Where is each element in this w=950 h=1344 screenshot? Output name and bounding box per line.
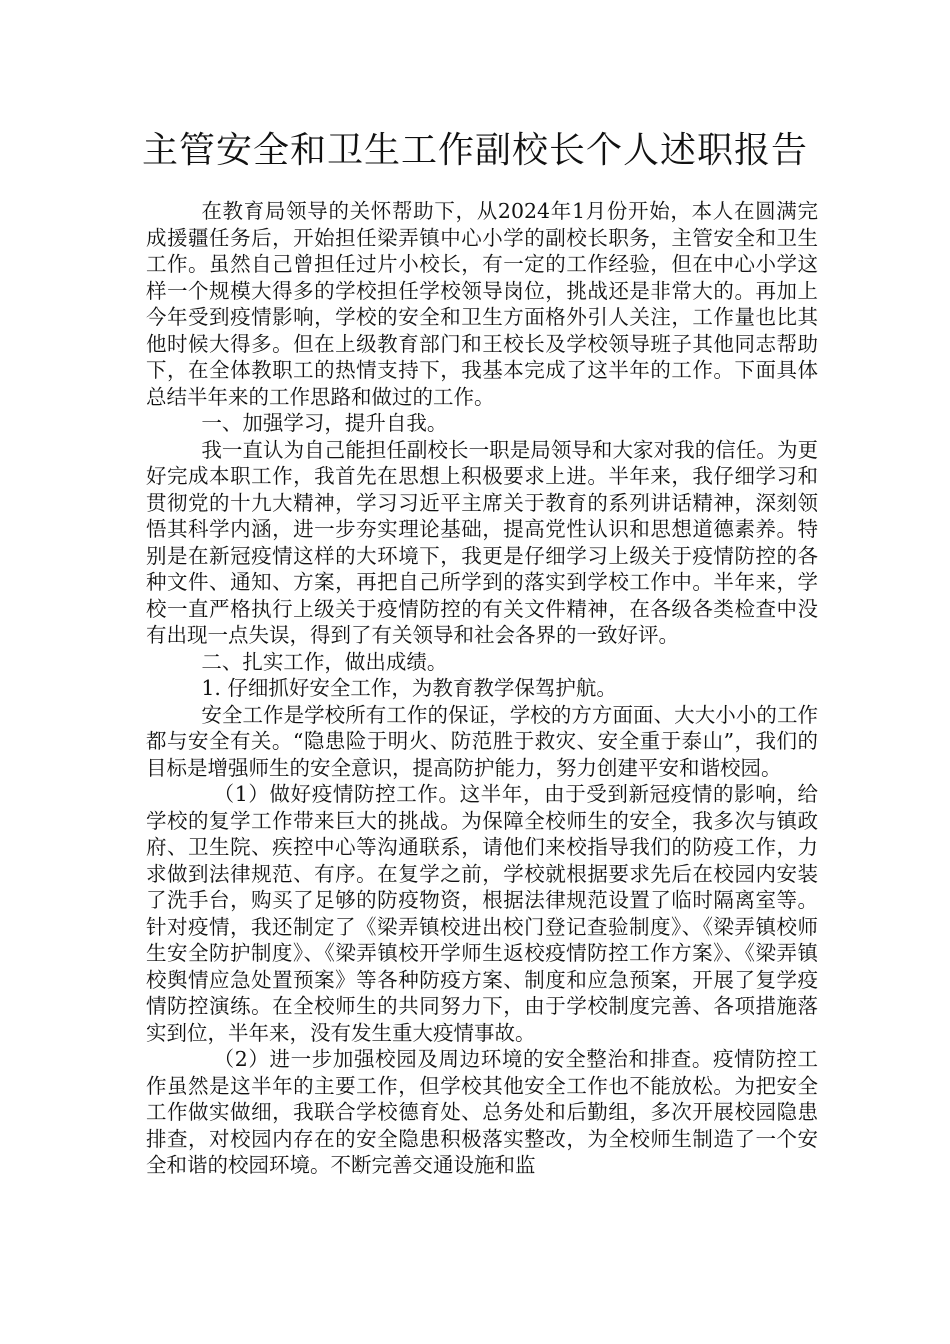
paragraph-campus-check: （2）进一步加强校园及周边环境的安全整治和排查。疫情防控工作虽然是这半年的主要工作，但学校其他安全工作也不能放松。为把安全工作做实做细，我联合学校德育处、总务处和后勤组，多次开展校园隐患排查，对校园内存在的安全隐患积极落实整改，为全校师生制造了一个安全和谐的校园环境。不断完善交通设施和监 xyxy=(146,1047,818,1177)
paragraph-safety: 安全工作是学校所有工作的保证，学校的方方面面、大大小小的工作都与安全有关。“隐患险于明火、防范胜于救灾、安全重于泰山”，我们的目标是增强师生的安全意识，提高防护能力，努力创建平安和谐校园。 xyxy=(146,702,818,780)
section-heading-2: 二、扎实工作，做出成绩。 xyxy=(201,649,448,674)
paragraph-intro: 在教育局领导的关怀帮助下，从2024年1月份开始，本人在圆满完成援疆任务后，开始担任梁弄镇中心小学的副校长职务，主管安全和卫生工作。虽然自己曾担任过片小校长，有一定的工作经验，但在中心小学这样一个规模大得多的学校担任学校领导岗位，挑战还是非常大的。再加上今年受到疫情影响，学校的安全和卫生方面格外引人关注，工作量也比其他时候大得多。但在上级教育部门和王校长及学校领导班子其他同志帮助下，在全体教职工的热情支持下，我基本完成了这半年的工作。下面具体总结半年来的工作思路和做过的工作。 xyxy=(146,199,818,409)
subsection-heading-1: 1. 仔细抓好安全工作，为教育教学保驾护航。 xyxy=(201,676,617,700)
document-body xyxy=(146,198,818,1179)
paragraph-study: 我一直认为自己能担任副校长一职是局领导和大家对我的信任。为更好完成本职工作，我首先在思想上积极要求上进。半年来，我仔细学习和贯彻党的十九大精神，学习习近平主席关于教育的系列讲话精神，深刻领悟其科学内涵，进一步夯实理论基础，提高党性认识和思想道德素养。特别是在新冠疫情这样的大环境下，我更是仔细学习上级关于疫情防控的各种文件、通知、方案，再把自己所学到的落实到学校工作中。半年来，学校一直严格执行上级关于疫情防控的有关文件精神，在各级各类检查中没有出现一点失误，得到了有关领导和社会各界的一致好评。 xyxy=(146,437,818,647)
section-heading-1: 一、加强学习，提升自我。 xyxy=(201,411,448,435)
paragraph-epidemic: （1）做好疫情防控工作。这半年，由于受到新冠疫情的影响，给学校的复学工作带来巨大的挑战。为保障全校师生的安全，我多次与镇政府、卫生院、疾控中心等沟通联系，请他们来校指导我们的防疫工作，力求做到法律规范、有序。在复学之前，学校就根据要求先后在校园内安装了洗手台，购买了足够的防疫物资，根据法律规范设置了临时隔离室等。针对疫情，我还制定了《梁弄镇校进出校门登记查验制度》、《梁弄镇校师生安全防护制度》、《梁弄镇校开学师生返校疫情防控工作方案》、《梁弄镇校舆情应急处置预案》等各种防疫方案、制度和应急预案，开展了复学疫情防控演练。在全校师生的共同努力下，由于学校制度完善、各项措施落实到位，半年来，没有发生重大疫情事故。 xyxy=(146,782,818,1045)
document-title: 主管安全和卫生工作副校长个人述职报告 xyxy=(141,130,808,171)
